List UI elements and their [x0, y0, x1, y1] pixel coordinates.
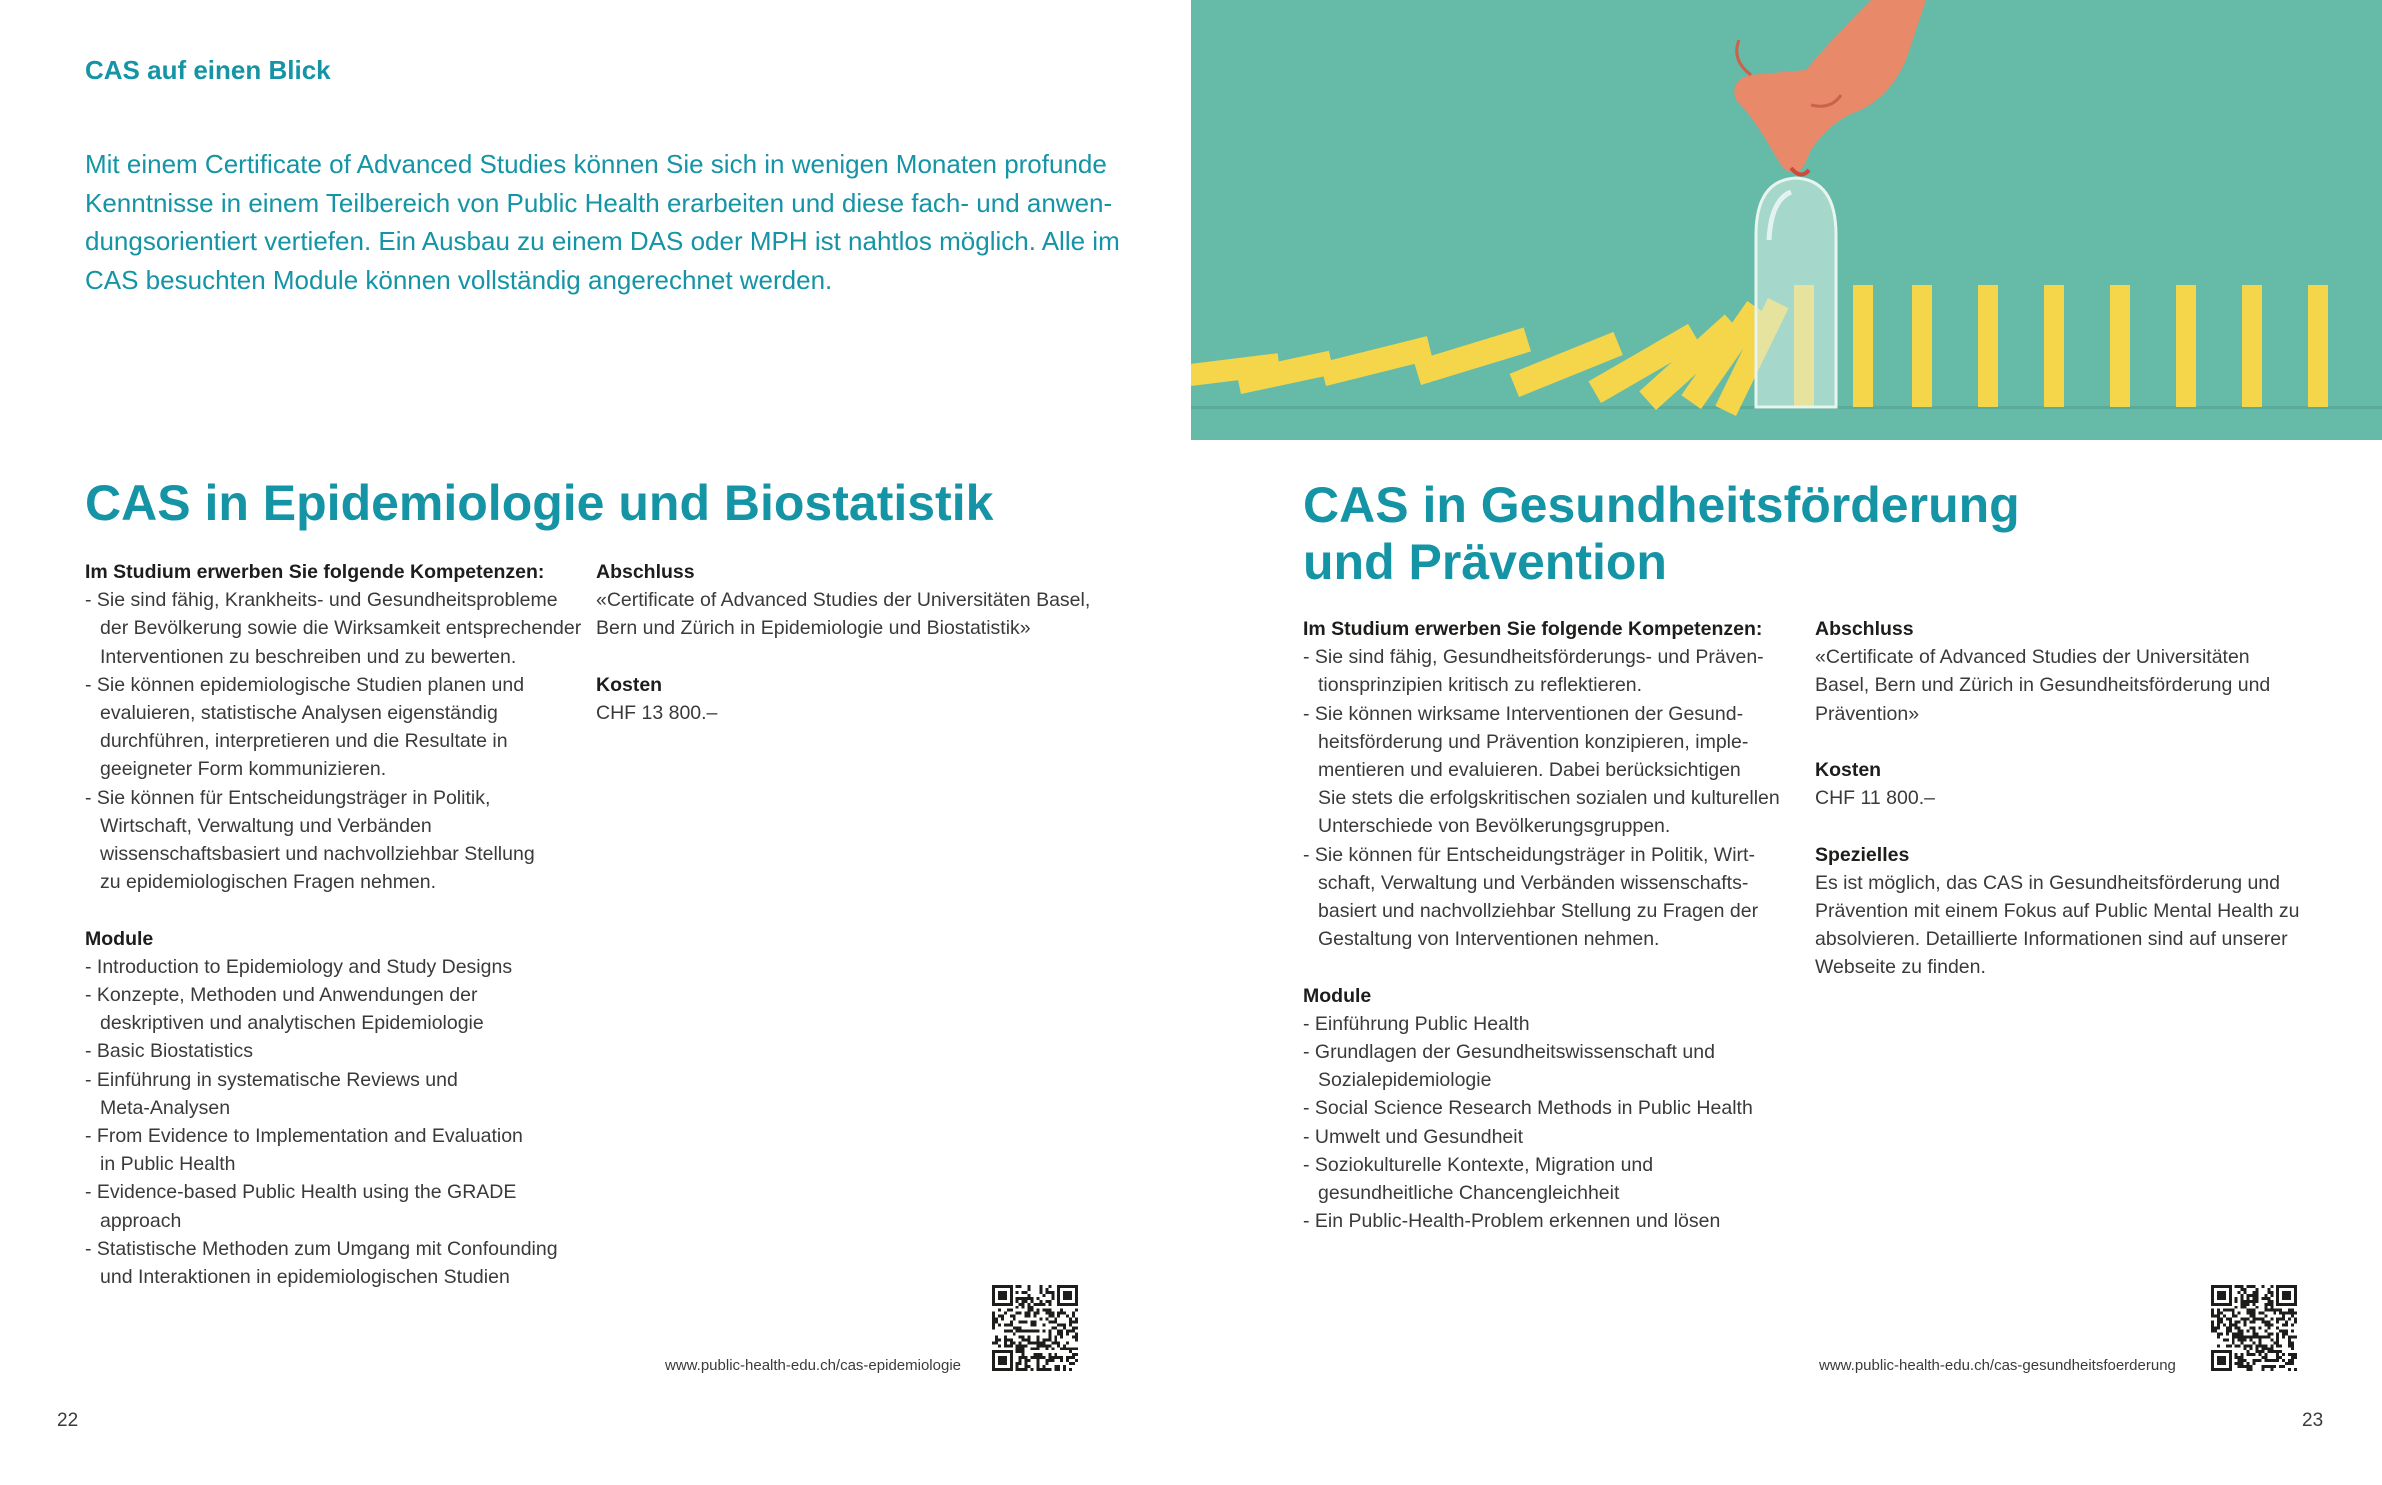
title-line: und Prävention: [1303, 534, 1667, 590]
intro-line: CAS besuchten Module können vollständig angerechnet werden.: [85, 264, 833, 295]
hand-illustration: [1734, 0, 1926, 175]
competence-heading: Im Studium erwerben Sie folgende Kompetenzen:: [85, 561, 545, 583]
competence-line: Unterschiede von Bevölkerungsgruppen.: [1318, 815, 1671, 838]
competence-line: mentieren und evaluieren. Dabei berücksichtigen: [1318, 759, 1741, 782]
details-right: [1815, 615, 2325, 982]
glass-dome-illustration: [1756, 178, 1836, 407]
details-left: [596, 558, 1096, 727]
competence-line: der Bevölkerung sowie die Wirksamkeit entsprechender: [100, 617, 582, 640]
competence-line: - Sie sind fähig, Gesundheitsförderungs- und Präven-: [1303, 646, 1764, 669]
qr-code-icon: [2211, 1285, 2297, 1371]
competence-line: heitsförderung und Prävention konzipieren, imple-: [1318, 730, 1749, 753]
module-line: gesundheitliche Chancengleichheit: [1318, 1182, 1620, 1205]
module-line: - Soziokulturelle Kontexte, Migration und: [1303, 1153, 1654, 1176]
module-line: Meta-Analysen: [100, 1096, 231, 1119]
competence-line: Sie stets die erfolgskritischen sozialen und kulturellen: [1318, 787, 1780, 810]
abschluss-line: Prävention»: [1815, 702, 1920, 725]
speziell-line: absolvieren. Detaillierte Informationen sind auf unserer: [1815, 928, 2288, 951]
competence-line: evaluieren, statistische Analysen eigenständig: [100, 702, 498, 725]
abschluss-heading: Abschluss: [596, 561, 695, 583]
title-line: CAS in Epidemiologie und Biostatistik: [85, 475, 994, 531]
abschluss-line: «Certificate of Advanced Studies der Universitäten Basel,: [596, 589, 1091, 612]
intro-line: dungsorientiert vertiefen. Ein Ausbau zu einem DAS oder MPH ist nahtlos möglich. Alle im: [85, 226, 1120, 256]
course-link-right[interactable]: www.public-health-edu.ch/cas-gesundheitsfoerderung: [1819, 1357, 2176, 1374]
competence-line: durchführen, interpretieren und die Resultate in: [100, 730, 508, 753]
competence-line: Interventionen zu beschreiben und zu bewerten.: [100, 645, 517, 668]
module-line: - Evidence-based Public Health using the GRADE: [85, 1181, 517, 1204]
competences-left: [85, 558, 585, 1291]
speziell-line: Webseite zu finden.: [1815, 956, 1986, 979]
speziell-line: Es ist möglich, das CAS in Gesundheitsförderung und: [1815, 871, 2281, 894]
abschluss-line: «Certificate of Advanced Studies der Universitäten: [1815, 646, 2250, 669]
module-line: Sozialepidemiologie: [1318, 1069, 1492, 1092]
speziell-line: Prävention mit einem Fokus auf Public Mental Health zu: [1815, 900, 2300, 922]
competence-line: tionsprinzipien kritisch zu reflektieren.: [1318, 674, 1643, 697]
module-line: - Ein Public-Health-Problem erkennen und lösen: [1303, 1210, 1721, 1233]
intro-text: [85, 145, 1120, 299]
competence-line: basiert und nachvollziehbar Stellung zu Fragen der: [1318, 900, 1759, 923]
section-kicker: CAS auf einen Blick: [85, 55, 331, 85]
speziell-heading: Spezielles: [1815, 843, 1910, 866]
module-line: approach: [100, 1209, 182, 1232]
competence-line: - Sie sind fähig, Krankheits- und Gesundheitsprobleme: [85, 589, 558, 612]
kosten-value: CHF 11 800.–: [1815, 787, 1935, 810]
competence-line: - Sie können für Entscheidungsträger in Politik, Wirt-: [1303, 843, 1755, 866]
module-line: und Interaktionen in epidemiologischen Studien: [100, 1266, 510, 1289]
qr-code-icon: [992, 1285, 1078, 1371]
fallen-dominoes: [1191, 298, 1789, 416]
competences-right: [1303, 615, 1803, 1235]
module-line: - Social Science Research Methods in Public Health: [1303, 1097, 1753, 1120]
competence-heading: Im Studium erwerben Sie folgende Kompetenzen:: [1303, 618, 1763, 640]
module-line: - Umwelt und Gesundheit: [1303, 1125, 1524, 1148]
kosten-value: CHF 13 800.–: [596, 702, 718, 724]
intro-line: Mit einem Certificate of Advanced Studies können Sie sich in wenigen Monaten profunde: [85, 149, 1107, 179]
page-title-left: [85, 475, 993, 532]
module-line: in Public Health: [100, 1153, 236, 1176]
competence-line: - Sie können für Entscheidungsträger in Politik,: [85, 786, 491, 809]
module-line: - Konzepte, Methoden und Anwendungen der: [85, 984, 478, 1007]
module-line: - Einführung Public Health: [1303, 1012, 1530, 1035]
competence-line: - Sie können epidemiologische Studien planen und: [85, 673, 525, 696]
competence-line: - Sie können wirksame Interventionen der Gesund-: [1303, 702, 1744, 725]
module-line: - Introduction to Epidemiology and Study Designs: [85, 955, 513, 978]
abschluss-line: Bern und Zürich in Epidemiologie und Biostatistik»: [596, 617, 1031, 640]
module-line: - Basic Biostatistics: [85, 1040, 253, 1063]
module-line: - Statistische Methoden zum Umgang mit Confounding: [85, 1237, 558, 1260]
competence-line: wissenschaftsbasiert und nachvollziehbar Stellung: [100, 843, 535, 866]
competence-line: zu epidemiologischen Fragen nehmen.: [100, 871, 437, 894]
module-line: - Einführung in systematische Reviews und: [85, 1068, 458, 1091]
course-link-left[interactable]: www.public-health-edu.ch/cas-epidemiologie: [665, 1357, 961, 1374]
competence-line: Gestaltung von Interventionen nehmen.: [1318, 928, 1660, 951]
competence-line: geeigneter Form kommunizieren.: [100, 758, 387, 781]
competence-line: Wirtschaft, Verwaltung und Verbänden: [100, 814, 432, 837]
module-heading: Module: [1303, 984, 1372, 1007]
module-line: deskriptiven und analytischen Epidemiologie: [100, 1012, 484, 1035]
kosten-heading: Kosten: [1815, 759, 1882, 781]
module-line: - Grundlagen der Gesundheitswissenschaft und: [1303, 1041, 1715, 1064]
page-title-right: [1303, 477, 2020, 591]
abschluss-line: Basel, Bern und Zürich in Gesundheitsförderung und: [1815, 674, 2271, 697]
competence-line: schaft, Verwaltung und Verbänden wissenschafts-: [1318, 871, 1749, 894]
domino-illustration: [1191, 0, 2382, 440]
page-number-left: 22: [57, 1410, 79, 1431]
intro-line: Kenntnisse in einem Teilbereich von Public Health erarbeiten und diese fach- und anwen-: [85, 187, 1113, 218]
standing-dominoes: [1794, 285, 2328, 407]
abschluss-heading: Abschluss: [1815, 618, 1914, 640]
title-line: CAS in Gesundheitsförderung: [1303, 477, 2020, 533]
kosten-heading: Kosten: [596, 673, 663, 696]
module-heading: Module: [85, 927, 154, 950]
module-line: - From Evidence to Implementation and Evaluation: [85, 1125, 523, 1148]
page-number-right: 23: [2302, 1410, 2324, 1431]
